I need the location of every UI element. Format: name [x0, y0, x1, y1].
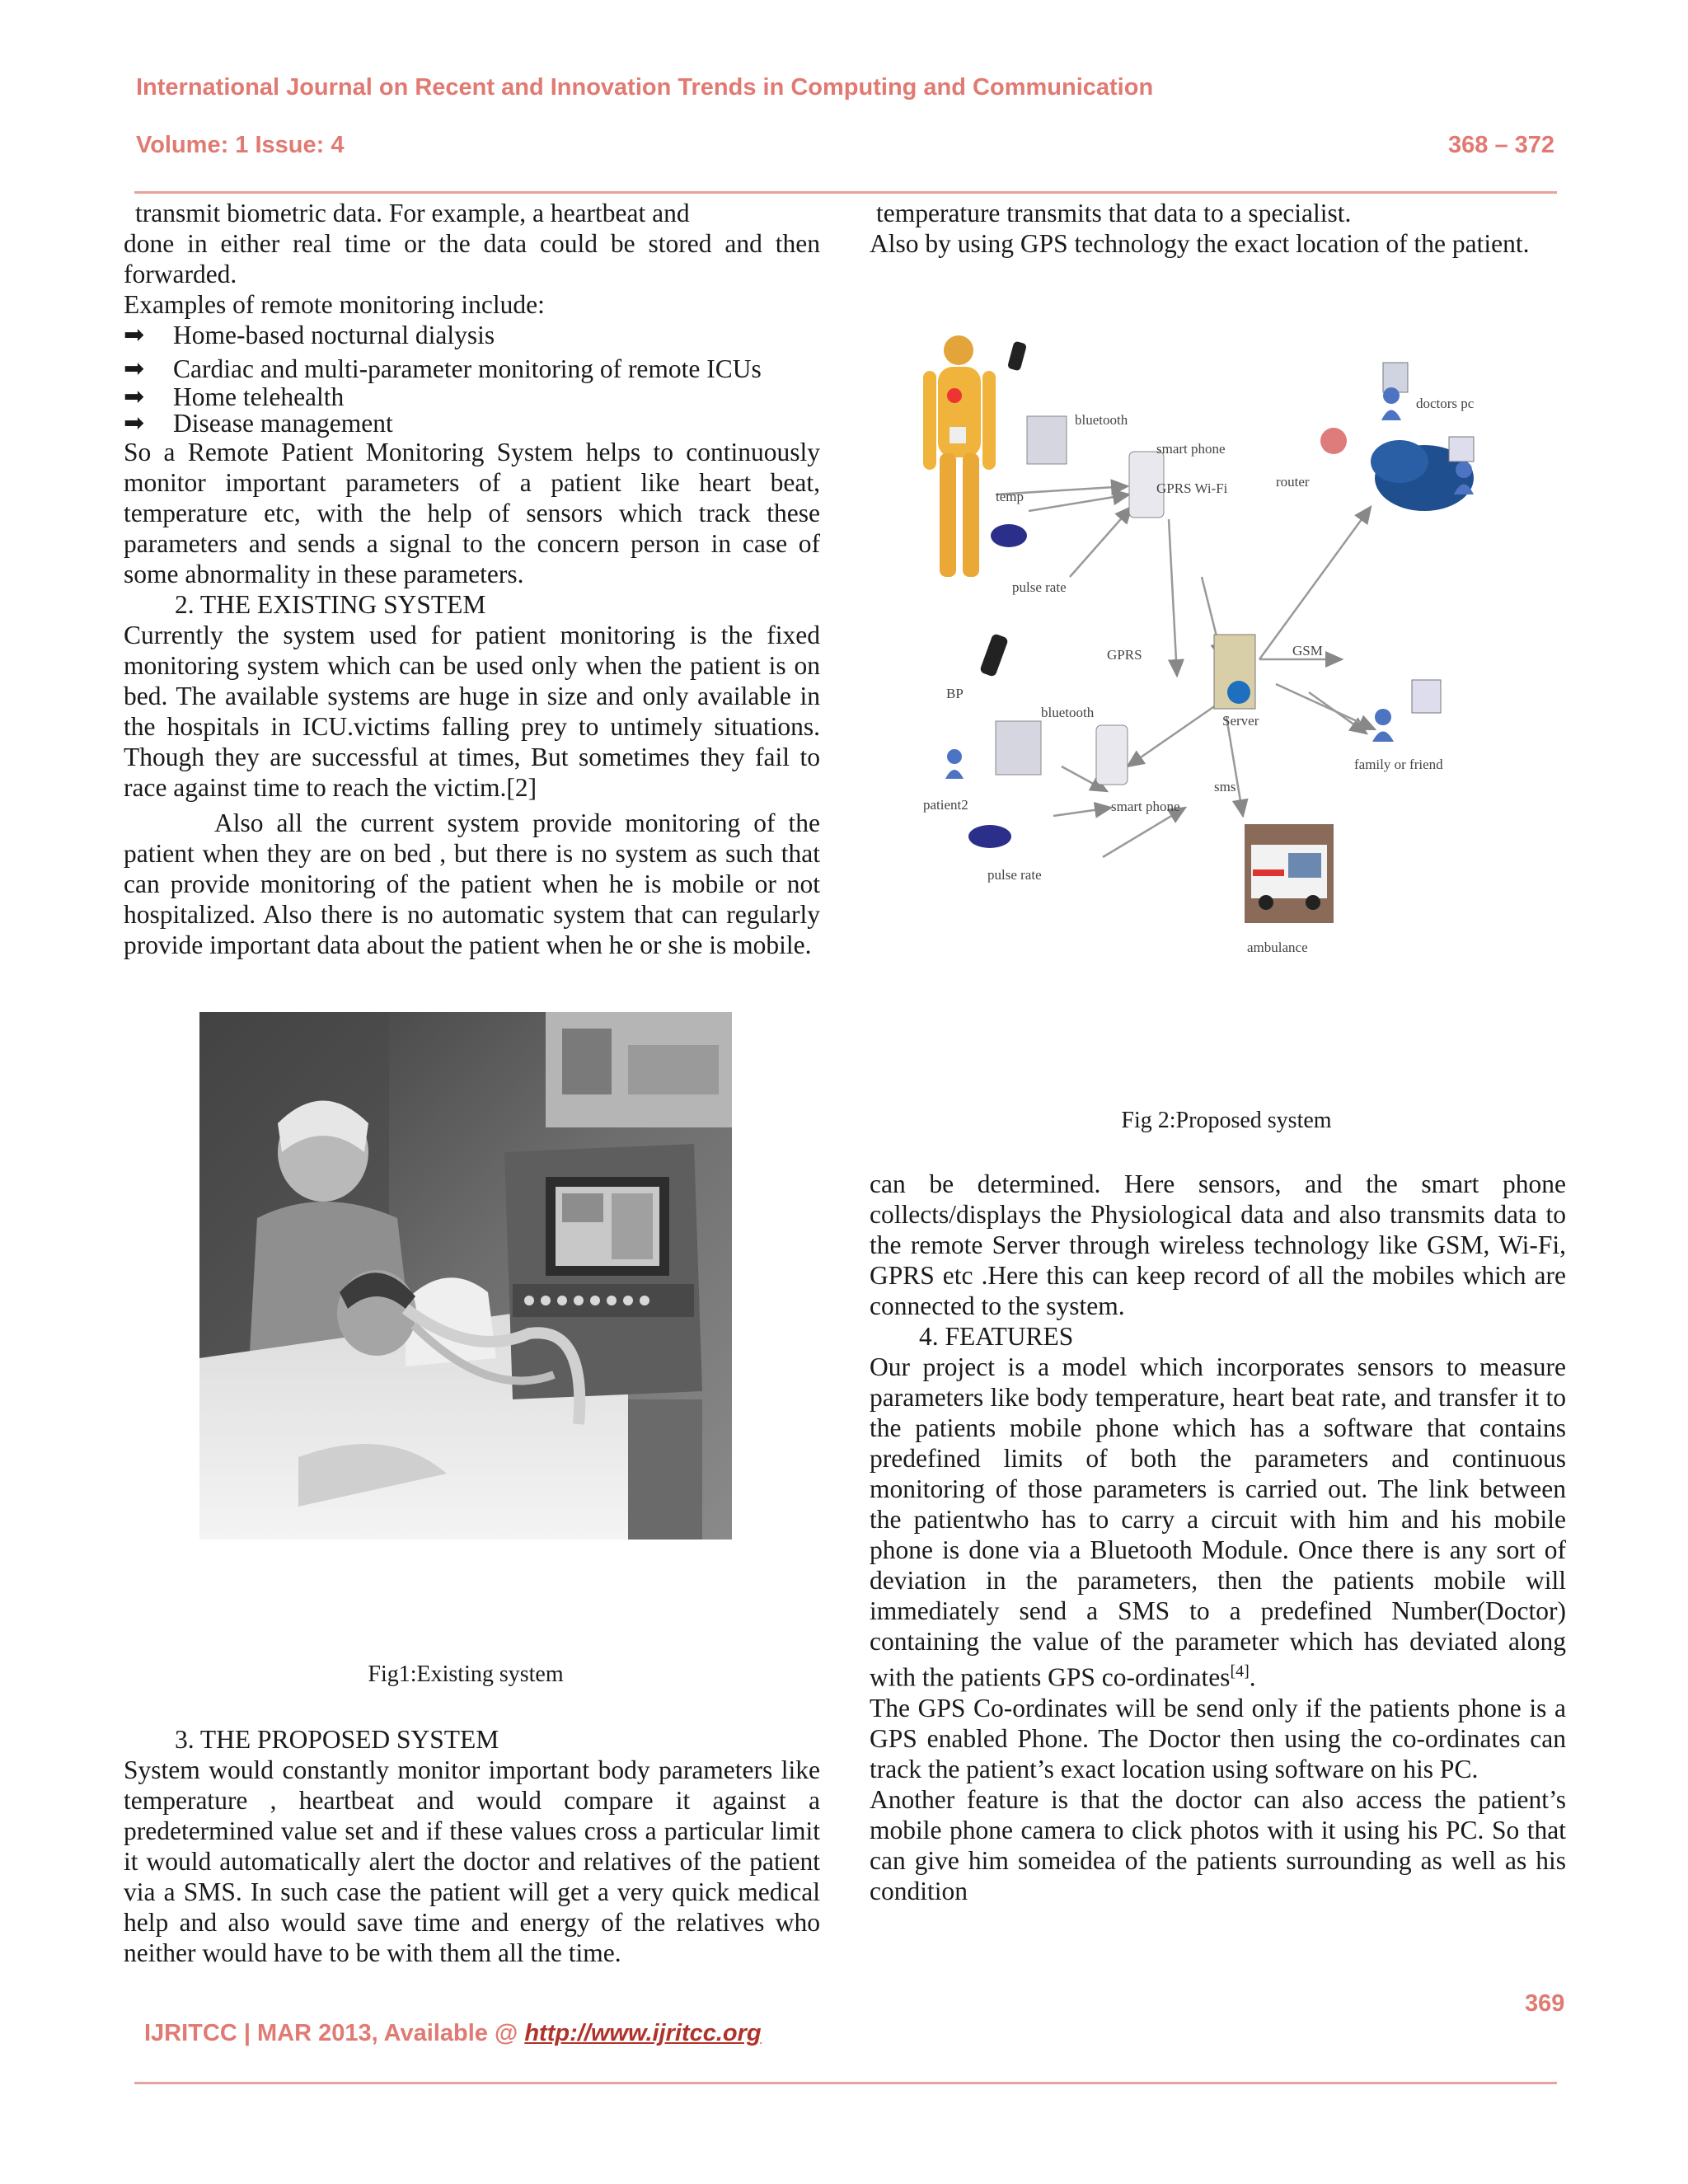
svg-text:Server: Server — [1222, 713, 1259, 729]
svg-text:temp: temp — [996, 489, 1024, 504]
left-para-4: Also all the current system provide monitoring of the patient when they are on bed , but there is no system as such that can provide monitoring of the patient when he is mobile or not hospitalized. Also there is no automatic system that can regularly provide important data about the patient when he or she is mobile. — [124, 808, 820, 959]
right-para-3-text: Our project is a model which incorporates sensors to measure parameters like body temperature, heart beat rate, and transfer it to the patients mobile phone which has a software that contains predefined limits of both the parameters and continuous monitoring of those parameters is carried out. The link between the patientwho has to carry a circuit with him and his mobile phone is done via a Bluetooth Module. Once there is any sort of deviation in the parameters, then the patients mobile will immediately send a SMS to a predefined Number(Doctor) containing the value of the parameter which has deviated along with the patients GPS co-ordinates — [870, 1352, 1566, 1692]
left-para-1-line-1: transmit biometric data. For example, a heartbeat and — [135, 199, 690, 227]
left-para-1-line-2: done in either real time or the data could be stored and then forwarded. — [124, 229, 820, 288]
left-column-top — [124, 198, 820, 960]
right-para-3-end: . — [1249, 1662, 1256, 1692]
examples-intro: Examples of remote monitoring include: — [124, 290, 545, 319]
footer-prefix: IJRITCC | MAR 2013, Available @ — [144, 2020, 525, 2046]
section-4-heading: 4. FEATURES — [919, 1322, 1074, 1351]
right-para-2: can be determined. Here sensors, and the smart phone collects/displays the Physiological data and also transmits data to the remote Server through wireless technology like GSM, Wi-Fi, GPRS etc .Here this can keep record of all the mobiles which are connected to the system. — [870, 1169, 1566, 1320]
bullet-item — [124, 384, 820, 410]
left-para-3: Currently the system used for patient monitoring is the fixed monitoring system which can be used only when the patient is on bed. The available systems are huge in size and only available in the hospitals in ICU.victims falling prey to untimely situations. Though they are successful at times, But sometimes they fail to race against time to reach the victim.[2] — [124, 621, 820, 802]
footer-text — [144, 2020, 762, 2047]
fig1-photo — [199, 1012, 732, 1540]
fig1-caption: Fig1:Existing system — [368, 1661, 564, 1687]
right-para-5: Another feature is that the doctor can also access the patient’s mobile phone camera to click photos with it using his PC. So that can give him someidea of the patients surrounding as well as his condition — [870, 1784, 1566, 1905]
right-para-3 — [870, 1352, 1566, 1693]
svg-text:smart phone: smart phone — [1156, 441, 1226, 457]
arrow-bullet-icon: ➡ — [124, 383, 145, 410]
right-para-1-line-1: temperature transmits that data to a specialist. — [876, 199, 1352, 227]
bullet-item — [124, 320, 820, 350]
left-para-5: System would constantly monitor important body parameters like temperature , heartbeat and would compare it against a predetermined value set and if these values cross a particular limit it would automatically alert the doctor and relatives of the patient via a SMS. In such case the patient will get a very quick medical help and also would save time and energy of the relatives who neither would have to be with them all the time. — [124, 1755, 820, 1967]
right-para-4: The GPS Co-ordinates will be send only if the patients phone is a GPS enabled Phone. The Doctor then using the co-ordinates can track the patient’s exact location using software on his PC. — [870, 1693, 1566, 1783]
right-para-1-line-2: Also by using GPS technology the exact location of the patient. — [870, 229, 1530, 258]
header-rule — [134, 191, 1557, 194]
svg-text:patient2: patient2 — [923, 797, 968, 813]
svg-text:ambulance: ambulance — [1247, 940, 1308, 955]
bullet-item — [124, 410, 820, 437]
page-number: 369 — [1525, 1990, 1565, 2017]
svg-text:GPRS: GPRS — [1107, 647, 1142, 663]
bullet-text: Cardiac and multi-parameter monitoring of remote ICUs — [173, 354, 762, 383]
right-column-bottom — [870, 1169, 1566, 1906]
left-column-bottom — [124, 1724, 820, 1968]
svg-text:pulse rate: pulse rate — [1012, 579, 1067, 595]
svg-text:family or friend: family or friend — [1354, 757, 1443, 772]
svg-text:GPRS Wi-Fi: GPRS Wi-Fi — [1156, 480, 1228, 496]
arrow-bullet-icon: ➡ — [124, 410, 145, 437]
svg-text:pulse rate: pulse rate — [987, 867, 1042, 883]
fig2-diagram — [913, 330, 1540, 981]
patient-body-icon — [923, 335, 996, 577]
svg-text:BP: BP — [946, 686, 964, 701]
footer-link[interactable]: http://www.ijritcc.org — [524, 2020, 762, 2046]
svg-text:smart phone: smart phone — [1111, 799, 1180, 814]
page-range: 368 – 372 — [1448, 132, 1555, 158]
right-column-top — [870, 198, 1566, 259]
svg-text:GSM: GSM — [1292, 643, 1323, 658]
arrow-bullet-icon: ➡ — [124, 355, 145, 382]
fig2-caption: Fig 2:Proposed system — [1121, 1108, 1332, 1133]
svg-text:doctors pc: doctors pc — [1416, 396, 1475, 411]
svg-text:bluetooth: bluetooth — [1075, 412, 1128, 428]
bullet-item — [124, 354, 820, 384]
footer-rule — [134, 2082, 1557, 2084]
svg-text:router: router — [1276, 474, 1310, 490]
volume-issue: Volume: 1 Issue: 4 — [136, 132, 345, 158]
bullet-text: Home telehealth — [173, 382, 345, 411]
section-2-heading: 2. THE EXISTING SYSTEM — [175, 590, 486, 619]
svg-text:bluetooth: bluetooth — [1041, 705, 1095, 720]
journal-title: International Journal on Recent and Innovation Trends in Computing and Communication — [136, 74, 1154, 101]
section-3-heading: 3. THE PROPOSED SYSTEM — [175, 1725, 499, 1754]
arrow-bullet-icon: ➡ — [124, 321, 145, 349]
bullet-text: Home-based nocturnal dialysis — [173, 321, 495, 349]
left-para-2: So a Remote Patient Monitoring System helps to continuously monitor important parameters of a patient like heart beat, temperature etc, with the help of sensors which track these parameters and sends a signal to the concern person in case of some abnormality in these parameters. — [124, 438, 820, 588]
citation-sup: [4] — [1230, 1662, 1250, 1680]
svg-text:sms: sms — [1214, 779, 1236, 794]
bullet-text: Disease management — [173, 409, 393, 438]
